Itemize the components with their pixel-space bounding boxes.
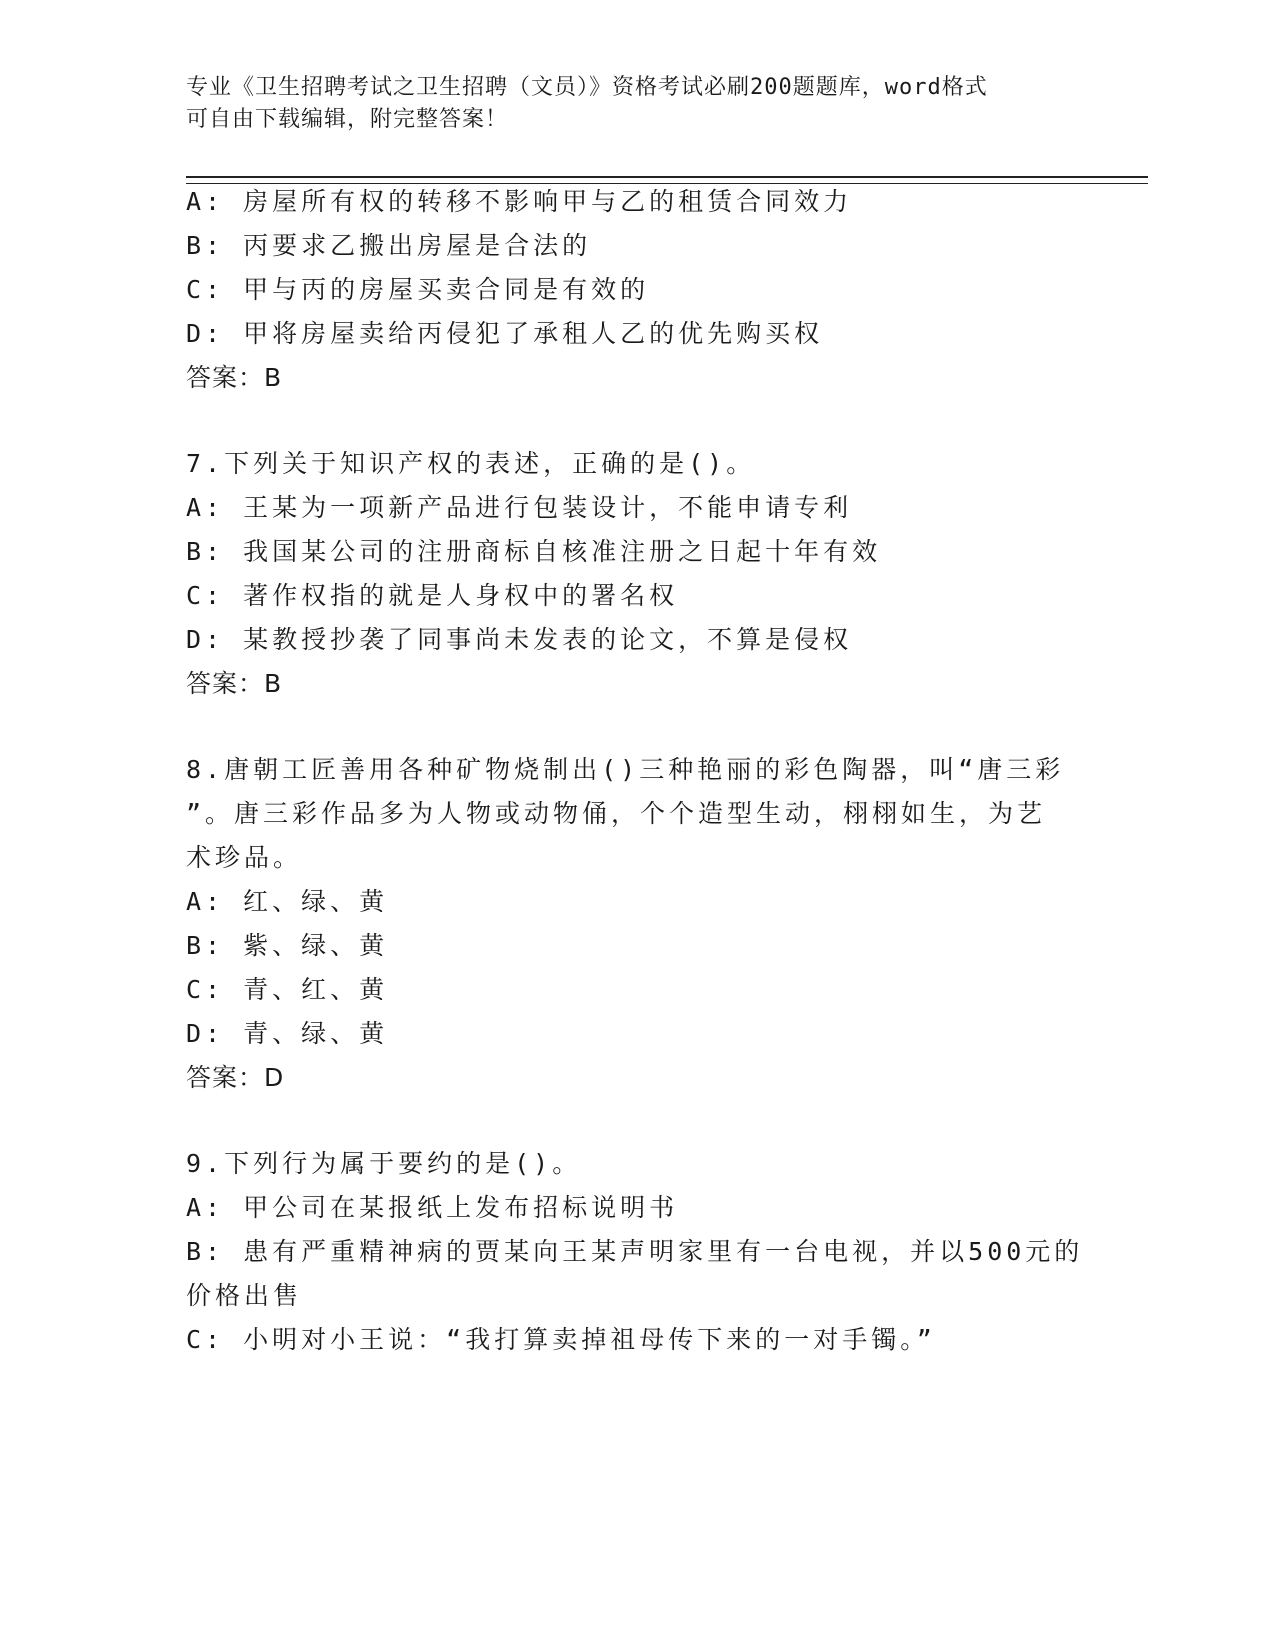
- q6-option-a: A: 房屋所有权的转移不影响甲与乙的租赁合同效力: [186, 187, 853, 216]
- q8-option-c: C: 青、红、黄: [186, 975, 389, 1004]
- q7-option-b: B: 我国某公司的注册商标自核准注册之日起十年有效: [186, 537, 882, 566]
- q9-option-c: C: 小明对小王说：“我打算卖掉祖母传下来的一对手镯。”: [186, 1325, 936, 1354]
- q6-option-d: D: 甲将房屋卖给丙侵犯了承租人乙的优先购买权: [186, 319, 824, 348]
- q8-option-d: D: 青、绿、黄: [186, 1019, 389, 1048]
- q8-option-a: A: 红、绿、黄: [186, 887, 389, 916]
- q8-option-b: B: 紫、绿、黄: [186, 931, 389, 960]
- q8-stem-line-3: 术珍品。: [186, 843, 303, 872]
- document-header: [186, 72, 1086, 136]
- q6-answer: 答案：B: [186, 363, 283, 392]
- q9-option-a: A: 甲公司在某报纸上发布招标说明书: [186, 1193, 679, 1222]
- q8-stem-line-2: ”。唐三彩作品多为人物或动物俑，个个造型生动，栩栩如生，为艺: [186, 799, 1047, 828]
- q7-option-c: C: 著作权指的就是人身权中的署名权: [186, 581, 679, 610]
- q6-option-c: C: 甲与丙的房屋买卖合同是有效的: [186, 275, 650, 304]
- q7-option-a: A: 王某为一项新产品进行包装设计，不能申请专利: [186, 493, 853, 522]
- header-line-2: 可自由下载编辑，附完整答案！: [186, 107, 509, 132]
- q9-option-b-continued: 价格出售: [186, 1281, 303, 1310]
- header-line-1: 专业《卫生招聘考试之卫生招聘（文员）》资格考试必刷200题题库，word格式: [186, 75, 988, 100]
- q8-stem-line-1: 8.唐朝工匠善用各种矿物烧制出()三种艳丽的彩色陶器，叫“唐三彩: [186, 755, 1065, 784]
- q9-stem: 9.下列行为属于要约的是()。: [186, 1149, 582, 1178]
- q7-stem: 7.下列关于知识产权的表述，正确的是()。: [186, 449, 756, 478]
- header-divider: [186, 176, 1148, 184]
- q7-option-d: D: 某教授抄袭了同事尚未发表的论文，不算是侵权: [186, 625, 853, 654]
- q6-option-b: B: 丙要求乙搬出房屋是合法的: [186, 231, 592, 260]
- q8-answer: 答案：D: [186, 1063, 285, 1092]
- q7-answer: 答案：B: [186, 669, 283, 698]
- q9-option-b: B: 患有严重精神病的贾某向王某声明家里有一台电视，并以500元的: [186, 1237, 1084, 1266]
